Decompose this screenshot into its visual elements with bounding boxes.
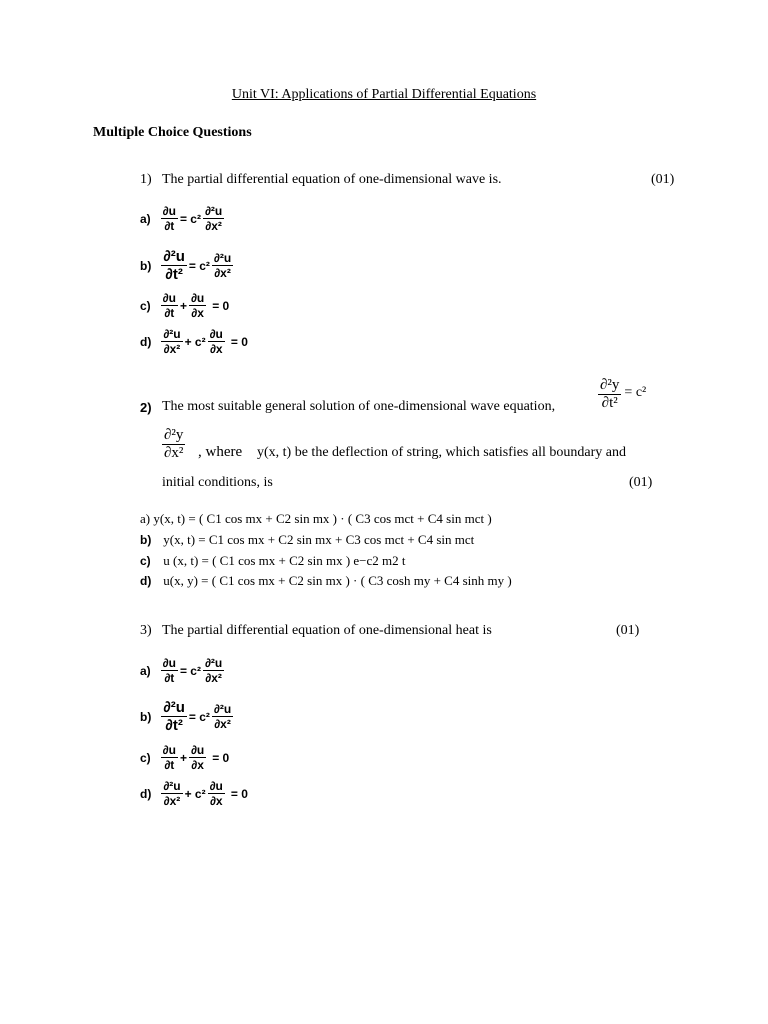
- numerator: ∂u: [209, 327, 223, 341]
- question-1-text: The partial differential equation of one-dimensional wave is.: [162, 172, 502, 187]
- numerator: ∂²y: [164, 427, 184, 443]
- question-3-option-a: [140, 657, 224, 684]
- denominator: ∂t: [164, 671, 175, 685]
- option-label: d): [140, 786, 152, 801]
- numerator: ∂²u: [204, 656, 223, 670]
- denominator: ∂x²: [163, 342, 181, 356]
- numerator: ∂²u: [163, 327, 181, 341]
- option-label: a): [140, 511, 151, 526]
- fraction: [161, 205, 178, 232]
- denominator: ∂x: [191, 306, 204, 320]
- question-3-option-d: [140, 780, 248, 807]
- option-text: y(x, t) = ( C1 cos mx + C2 sin mx ) · ( C3 cos mct + C4 sin mct ): [153, 511, 492, 526]
- question-3-option-b: [140, 700, 233, 733]
- fraction: [161, 780, 182, 807]
- denominator: ∂t²: [165, 717, 183, 734]
- numerator: ∂²u: [213, 251, 232, 265]
- plus-sign: +: [179, 298, 187, 313]
- fraction: [161, 328, 182, 355]
- fraction: [162, 428, 185, 461]
- denominator: ∂x²: [164, 445, 184, 461]
- denominator: ∂x²: [214, 717, 231, 731]
- denominator: ∂x²: [163, 794, 181, 808]
- numerator: ∂u: [162, 743, 176, 757]
- numerator: ∂²u: [204, 204, 223, 218]
- question-2-text-tail: y(x, t) be the deflection of string, which satisfies all boundary and: [257, 445, 626, 460]
- plus-c2: + c²: [184, 786, 206, 801]
- denominator: ∂x²: [205, 671, 222, 685]
- question-3-option-c: [140, 744, 229, 771]
- option-label: b): [140, 709, 152, 724]
- equals-zero: = 0: [212, 750, 230, 765]
- fraction: [189, 744, 206, 771]
- question-2-fraction: [162, 428, 185, 461]
- question-1-option-c: [140, 292, 229, 319]
- question-1-number: 1): [140, 172, 152, 187]
- question-3-marks: (01): [616, 623, 640, 638]
- option-text: u(x, y) = ( C1 cos mx + C2 sin mx ) · ( C3 cosh my + C4 sinh my ): [163, 573, 512, 588]
- option-label: b): [140, 258, 152, 273]
- equals-c2: = c²: [179, 663, 201, 678]
- equals-zero: = 0: [230, 334, 248, 349]
- page-title: Unit VI: Applications of Partial Differential Equations: [231, 87, 537, 102]
- option-label: c): [140, 298, 151, 313]
- fraction: [598, 378, 621, 411]
- fraction: [208, 328, 225, 355]
- denominator: ∂x: [191, 758, 204, 772]
- equation: [161, 205, 225, 232]
- question-3-number: 3): [140, 623, 152, 638]
- fraction: [161, 657, 178, 684]
- question-2-text-lead: The most suitable general solution of one-dimensional wave equation,: [162, 399, 556, 414]
- denominator: ∂x: [209, 794, 223, 808]
- plus-sign: +: [179, 750, 187, 765]
- equation: [161, 249, 233, 282]
- numerator: ∂u: [162, 204, 176, 218]
- numerator: ∂u: [190, 291, 205, 305]
- equation: [161, 657, 225, 684]
- question-2-option-b: [140, 532, 474, 548]
- equals-zero: = 0: [230, 786, 248, 801]
- fraction: [189, 292, 206, 319]
- question-1-marks: (01): [651, 172, 675, 187]
- denominator: ∂x²: [214, 266, 231, 280]
- question-2-text-line3: initial conditions, is: [162, 475, 273, 490]
- plus-c2: + c²: [184, 334, 206, 349]
- question-2-inline-equation: [598, 378, 646, 411]
- numerator: ∂²u: [163, 248, 185, 265]
- fraction: [212, 252, 233, 279]
- denominator: ∂t: [164, 306, 175, 320]
- denominator: ∂x²: [205, 219, 222, 233]
- equals-zero: = 0: [212, 298, 230, 313]
- option-text: y(x, t) = C1 cos mx + C2 sin mx + C3 cos mct + C4 sin mct: [163, 532, 475, 547]
- numerator: ∂u: [162, 291, 176, 305]
- question-2-option-d: [140, 573, 512, 589]
- option-label: b): [140, 533, 152, 547]
- fraction: [203, 205, 224, 232]
- equation: [161, 744, 230, 771]
- denominator: ∂x: [209, 342, 223, 356]
- denominator: ∂t²: [165, 266, 183, 283]
- question-1-option-d: [140, 328, 248, 355]
- question-2-option-c: [140, 553, 406, 569]
- numerator: ∂²y: [600, 377, 620, 393]
- option-label: c): [140, 554, 151, 568]
- denominator: ∂t: [164, 219, 175, 233]
- option-label: a): [140, 211, 151, 226]
- numerator: ∂u: [190, 743, 205, 757]
- fraction: [208, 780, 225, 807]
- numerator: ∂²u: [163, 779, 181, 793]
- fraction: [161, 700, 187, 733]
- numerator: ∂u: [162, 656, 176, 670]
- fraction: [161, 292, 178, 319]
- question-2-marks: (01): [629, 475, 653, 490]
- option-label: a): [140, 663, 151, 678]
- equals-c2: = c²: [188, 709, 210, 724]
- fraction: [212, 703, 233, 730]
- question-2-where: , where: [198, 444, 243, 460]
- section-heading: Multiple Choice Questions: [93, 125, 252, 140]
- option-label: d): [140, 334, 152, 349]
- question-2-number: 2): [140, 400, 152, 415]
- equation: [161, 328, 248, 355]
- option-text: u (x, t) = ( C1 cos mx + C2 sin mx ) e−c2 m2 t: [163, 553, 406, 568]
- numerator: ∂²u: [163, 699, 185, 716]
- question-1-option-b: [140, 249, 233, 282]
- equals-c2: = c²: [624, 384, 647, 400]
- fraction: [161, 744, 178, 771]
- fraction: [203, 657, 224, 684]
- question-1-option-a: [140, 205, 224, 232]
- question-3-text: The partial differential equation of one-dimensional heat is: [162, 623, 492, 638]
- equation: [161, 780, 248, 807]
- numerator: ∂²u: [213, 702, 232, 716]
- numerator: ∂u: [209, 779, 223, 793]
- question-2-option-a: [140, 511, 492, 527]
- option-label: c): [140, 750, 151, 765]
- equals-c2: = c²: [179, 211, 201, 226]
- equation: [161, 292, 230, 319]
- equals-c2: = c²: [188, 258, 210, 273]
- option-label: d): [140, 574, 152, 588]
- denominator: ∂t: [164, 758, 175, 772]
- denominator: ∂t²: [601, 395, 618, 411]
- equation: [161, 700, 233, 733]
- fraction: [161, 249, 187, 282]
